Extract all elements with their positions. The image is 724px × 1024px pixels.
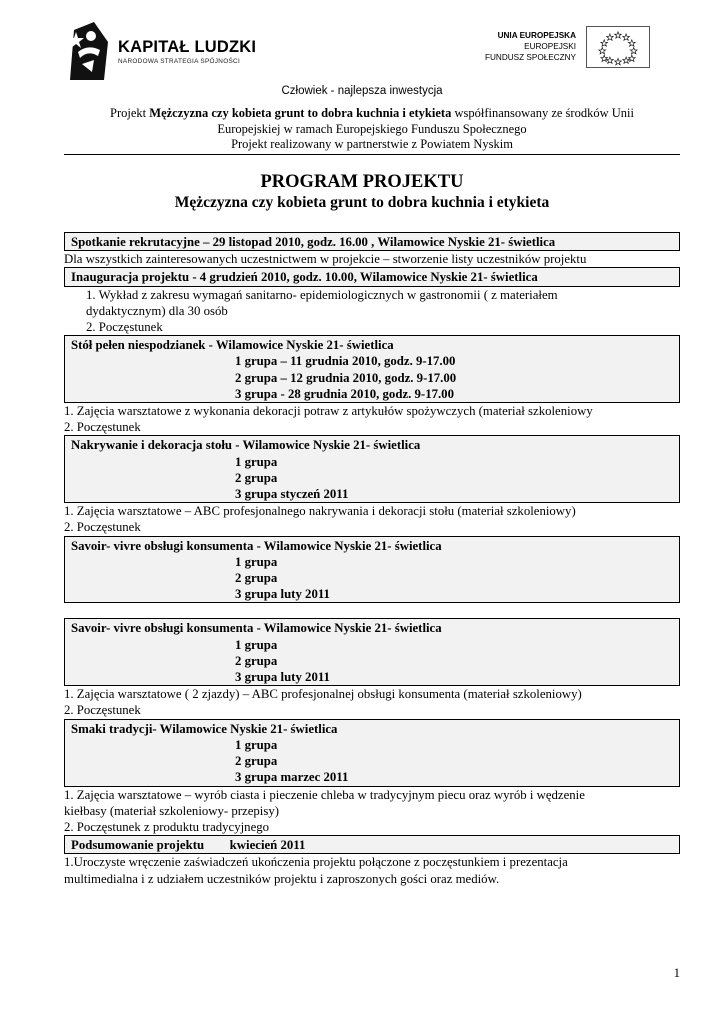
group-line: 1 grupa <box>235 637 278 652</box>
section-box-savoir-vivre-1 <box>64 536 680 604</box>
section-heading: Inauguracja projektu - 4 grudzień 2010, godz. 10.00, Wilamowice Nyskie 21- świetlica <box>71 270 538 285</box>
project-header-line3: Projekt realizowany w partnerstwie z Powiatem Nyskim <box>231 137 513 151</box>
section-box-table-setting <box>64 435 680 503</box>
eu-line3: FUNDUSZ SPOŁECZNY <box>485 53 576 62</box>
list-item: 1. Zajęcia warsztatowe ( 2 zjazdy) – ABC profesjonalnej obsługi konsumenta (materiał szkoleniowy) <box>64 687 582 702</box>
group-line: 2 grupa <box>235 571 278 586</box>
list-item: 1. Zajęcia warsztatowe z wykonania dekoracji potraw z artykułów spożywczych (materiał szkoleniowy <box>64 404 593 419</box>
list-item: 1. Wykład z zakresu wymagań sanitarno- epidemiologicznych w gastronomii ( z materiałem <box>86 287 558 302</box>
section-text: Dla wszystkich zainteresowanych uczestnictwem w projekcie – stworzenie listy uczestników projektu <box>64 252 587 267</box>
section-box-table-surprises <box>64 335 680 403</box>
project-header <box>64 106 680 153</box>
group-line: 1 grupa <box>235 737 278 752</box>
group-line: 2 grupa <box>235 653 278 668</box>
section-heading: Nakrywanie i dekoracja stołu - Wilamowice Nyskie 21- świetlica <box>71 438 421 453</box>
section-heading: Stół pełen niespodzianek - Wilamowice Nyskie 21- świetlica <box>71 338 394 353</box>
line1-post: współfinansowany ze środków Unii <box>451 106 634 120</box>
group-line: 2 grupa – 12 grudnia 2010, godz. 9-17.00 <box>235 370 457 385</box>
group-line: 2 grupa <box>235 754 278 769</box>
list-item: 1. Zajęcia warsztatowe – ABC profesjonalnego nakrywania i dekoracji stołu (materiał szkoleniowy) <box>64 504 576 519</box>
section-heading: Spotkanie rekrutacyjne – 29 listopad 2010, godz. 16.00 , Wilamowice Nyskie 21- świetlica <box>71 235 556 249</box>
section-heading: Smaki tradycji- Wilamowice Nyskie 21- świetlica <box>71 721 338 736</box>
section-box-recruitment <box>64 232 680 251</box>
kl-title: KAPITAŁ LUDZKI <box>118 38 257 56</box>
eu-line1: UNIA EUROPEJSKA <box>497 31 576 40</box>
page-subtitle: Mężczyzna czy kobieta grunt to dobra kuchnia i etykieta <box>174 194 550 211</box>
project-header-line2: Europejskiej w ramach Europejskiego Funduszu Społecznego <box>217 121 527 136</box>
list-item: 1. Zajęcia warsztatowe – wyrób ciasta i pieczenie chleba w tradycyjnym piecu oraz wyrób i wędzenie <box>64 787 585 802</box>
program-content <box>64 232 680 887</box>
list-item-cont: multimedialna i z udziałem uczestników projektu i zaproszonych gości oraz mediów. <box>64 871 500 886</box>
project-name: Mężczyzna czy kobieta grunt to dobra kuchnia i etykieta <box>149 106 452 120</box>
section-box-traditions <box>64 719 680 787</box>
kl-subtitle: NARODOWA STRATEGIA SPÓJNOŚCI <box>118 58 241 65</box>
group-line: 1 grupa – 11 grudnia 2010, godz. 9-17.00 <box>235 354 456 369</box>
section-heading: Savoir- vivre obsługi konsumenta - Wilamowice Nyskie 21- świetlica <box>71 621 442 636</box>
eu-logo <box>470 24 650 72</box>
group-line: 3 grupa luty 2011 <box>235 587 330 602</box>
page-number: 1 <box>673 966 680 980</box>
spacer <box>64 603 680 618</box>
list-item: 1.Uroczyste wręczenie zaświadczeń ukończenia projektu połączone z poczęstunkiem i prezentacja <box>64 855 568 870</box>
project-header-line1 <box>64 106 680 122</box>
eu-line2: EUROPEJSKI <box>524 42 576 51</box>
page-title: PROGRAM PROJEKTU <box>260 172 464 192</box>
list-item: 2. Poczęstunek <box>64 520 141 535</box>
list-item-cont: kiełbasy (materiał szkoleniowy- przepisy) <box>64 803 279 818</box>
section-heading: Savoir- vivre obsługi konsumenta - Wilamowice Nyskie 21- świetlica <box>71 538 442 553</box>
kapital-ludzki-emblem-icon <box>64 22 112 82</box>
group-line: 3 grupa luty 2011 <box>235 670 330 685</box>
eu-text <box>485 30 576 63</box>
group-line: 3 grupa - 28 grudnia 2010, godz. 9-17.00 <box>235 386 454 401</box>
section-box-summary <box>64 835 680 854</box>
group-line: 1 grupa <box>235 554 278 569</box>
list-item: 2. Poczęstunek <box>64 420 141 435</box>
list-item: 2. Poczęstunek <box>86 320 163 335</box>
eu-flag-icon <box>586 26 650 68</box>
section-box-inauguration <box>64 267 680 286</box>
group-line: 1 grupa <box>235 454 278 469</box>
section-box-savoir-vivre-2 <box>64 618 680 686</box>
group-line: 3 grupa styczeń 2011 <box>235 487 349 502</box>
section-heading: Podsumowanie projektu kwiecień 2011 <box>71 838 306 853</box>
list-item-cont: dydaktycznym) dla 30 osób <box>86 303 228 318</box>
motto: Człowiek - najlepsza inwestycja <box>281 85 443 97</box>
kapital-ludzki-logo <box>64 22 264 82</box>
group-line: 3 grupa marzec 2011 <box>235 770 349 785</box>
list-item: 2. Poczęstunek <box>64 703 141 718</box>
list-item: 2. Poczęstunek z produktu tradycyjnego <box>64 819 270 834</box>
line1-pre: Projekt <box>110 106 150 120</box>
header-divider <box>64 154 680 155</box>
group-line: 2 grupa <box>235 470 278 485</box>
